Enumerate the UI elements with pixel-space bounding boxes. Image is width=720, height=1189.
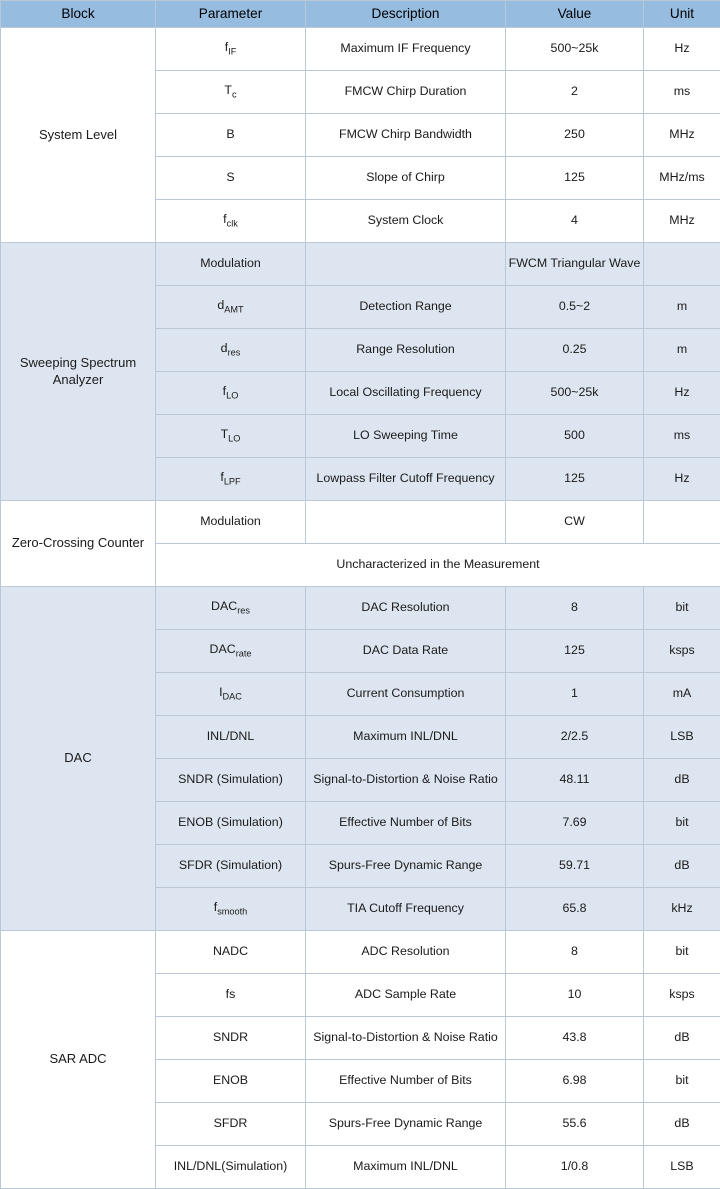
parameter-cell: INL/DNL(Simulation) bbox=[156, 1146, 306, 1189]
table-header bbox=[1, 1, 720, 28]
block-name-cell: SAR ADC bbox=[1, 931, 156, 1189]
parameter-cell: $f_{LO}$ bbox=[156, 372, 306, 415]
description-cell: DAC Resolution bbox=[306, 587, 506, 630]
parameter-subscript: res bbox=[237, 606, 250, 616]
block-name-cell: Sweeping Spectrum Analyzer bbox=[1, 243, 156, 501]
value-cell: 2/2.5 bbox=[506, 716, 644, 759]
description-cell: Maximum INL/DNL bbox=[306, 716, 506, 759]
parameter-subscript: LO bbox=[228, 434, 240, 444]
description-cell: Signal-to-Distortion & Noise Ratio bbox=[306, 1017, 506, 1060]
unit-cell: Hz bbox=[644, 372, 720, 415]
parameter-subscript: LO bbox=[226, 391, 238, 401]
parameter-cell: $f_{clk}$ bbox=[156, 200, 306, 243]
description-cell: Spurs-Free Dynamic Range bbox=[306, 845, 506, 888]
parameter-cell: $T_c$ bbox=[156, 71, 306, 114]
description-cell: System Clock bbox=[306, 200, 506, 243]
parameter-cell: fs bbox=[156, 974, 306, 1017]
parameter-cell: $DAC_{res}$ bbox=[156, 587, 306, 630]
unit-cell: mA bbox=[644, 673, 720, 716]
description-cell: Current Consumption bbox=[306, 673, 506, 716]
value-cell: 8 bbox=[506, 587, 644, 630]
unit-cell: dB bbox=[644, 759, 720, 802]
description-cell: Effective Number of Bits bbox=[306, 1060, 506, 1103]
unit-cell: ms bbox=[644, 71, 720, 114]
description-cell: FMCW Chirp Bandwidth bbox=[306, 114, 506, 157]
description-cell: Detection Range bbox=[306, 286, 506, 329]
table-row bbox=[1, 501, 720, 544]
description-cell: FMCW Chirp Duration bbox=[306, 71, 506, 114]
unit-cell: LSB bbox=[644, 1146, 720, 1189]
parameter-cell: INL/DNL bbox=[156, 716, 306, 759]
parameter-cell: ENOB bbox=[156, 1060, 306, 1103]
value-cell: 0.5~2 bbox=[506, 286, 644, 329]
description-cell: Maximum IF Frequency bbox=[306, 28, 506, 71]
block-name-cell: DAC bbox=[1, 587, 156, 931]
parameter-cell: SNDR bbox=[156, 1017, 306, 1060]
parameter-subscript: smooth bbox=[217, 907, 247, 917]
unit-cell: dB bbox=[644, 1103, 720, 1146]
block-name-cell: System Level bbox=[1, 28, 156, 243]
value-cell: 500~25k bbox=[506, 372, 644, 415]
value-cell: 0.25 bbox=[506, 329, 644, 372]
parameter-subscript: res bbox=[228, 348, 241, 358]
unit-cell: MHz bbox=[644, 200, 720, 243]
parameter-cell: SFDR (Simulation) bbox=[156, 845, 306, 888]
unit-cell bbox=[644, 501, 720, 544]
column-header-description: Description bbox=[306, 1, 506, 28]
unit-cell: dB bbox=[644, 1017, 720, 1060]
unit-cell: ms bbox=[644, 415, 720, 458]
parameter-cell: $f_{smooth}$ bbox=[156, 888, 306, 931]
unit-cell bbox=[644, 243, 720, 286]
description-cell: Slope of Chirp bbox=[306, 157, 506, 200]
parameter-cell: $T_{LO}$ bbox=[156, 415, 306, 458]
unit-cell: m bbox=[644, 329, 720, 372]
parameter-subscript: DAC bbox=[223, 692, 242, 702]
parameter-cell: SFDR bbox=[156, 1103, 306, 1146]
description-cell bbox=[306, 243, 506, 286]
description-cell bbox=[306, 501, 506, 544]
parameter-cell: $I_{DAC}$ bbox=[156, 673, 306, 716]
parameter-cell: $DAC_{rate}$ bbox=[156, 630, 306, 673]
uncharacterized-note: Uncharacterized in the Measurement bbox=[156, 544, 720, 587]
parameter-subscript: rate bbox=[236, 649, 252, 659]
parameter-cell: $d_{res}$ bbox=[156, 329, 306, 372]
description-cell: Maximum INL/DNL bbox=[306, 1146, 506, 1189]
unit-cell: m bbox=[644, 286, 720, 329]
description-cell: Local Oscillating Frequency bbox=[306, 372, 506, 415]
description-cell: Spurs-Free Dynamic Range bbox=[306, 1103, 506, 1146]
parameter-subscript: clk bbox=[227, 219, 238, 229]
unit-cell: ksps bbox=[644, 630, 720, 673]
unit-cell: LSB bbox=[644, 716, 720, 759]
parameter-cell: $f_{LPF}$ bbox=[156, 458, 306, 501]
parameter-subscript: IF bbox=[228, 47, 236, 57]
table-row bbox=[1, 931, 720, 974]
column-header-block: Block bbox=[1, 1, 156, 28]
value-cell: 55.6 bbox=[506, 1103, 644, 1146]
value-cell: 125 bbox=[506, 630, 644, 673]
value-cell: 65.8 bbox=[506, 888, 644, 931]
unit-cell: bit bbox=[644, 802, 720, 845]
description-cell: DAC Data Rate bbox=[306, 630, 506, 673]
unit-cell: Hz bbox=[644, 28, 720, 71]
value-cell: CW bbox=[506, 501, 644, 544]
table-body bbox=[1, 28, 720, 1189]
unit-cell: bit bbox=[644, 931, 720, 974]
description-cell: ADC Sample Rate bbox=[306, 974, 506, 1017]
value-cell: 4 bbox=[506, 200, 644, 243]
parameter-cell: NADC bbox=[156, 931, 306, 974]
parameter-cell: $f_{IF}$ bbox=[156, 28, 306, 71]
description-cell: LO Sweeping Time bbox=[306, 415, 506, 458]
value-cell: 1 bbox=[506, 673, 644, 716]
parameter-subscript: AMT bbox=[224, 305, 243, 315]
parameter-cell: Modulation bbox=[156, 501, 306, 544]
value-cell: 6.98 bbox=[506, 1060, 644, 1103]
parameter-cell: $d_{AMT}$ bbox=[156, 286, 306, 329]
column-header-value: Value bbox=[506, 1, 644, 28]
description-cell: ADC Resolution bbox=[306, 931, 506, 974]
description-cell: Lowpass Filter Cutoff Frequency bbox=[306, 458, 506, 501]
value-cell: 250 bbox=[506, 114, 644, 157]
description-cell: Signal-to-Distortion & Noise Ratio bbox=[306, 759, 506, 802]
column-header-parameter: Parameter bbox=[156, 1, 306, 28]
value-cell: 8 bbox=[506, 931, 644, 974]
value-cell: 10 bbox=[506, 974, 644, 1017]
value-cell: 125 bbox=[506, 157, 644, 200]
parameter-cell: SNDR (Simulation) bbox=[156, 759, 306, 802]
table-row bbox=[1, 243, 720, 286]
unit-cell: dB bbox=[644, 845, 720, 888]
unit-cell: bit bbox=[644, 587, 720, 630]
parameter-cell: Modulation bbox=[156, 243, 306, 286]
unit-cell: Hz bbox=[644, 458, 720, 501]
parameter-subscript: LPF bbox=[224, 477, 241, 487]
column-header-unit: Unit bbox=[644, 1, 720, 28]
description-cell: Effective Number of Bits bbox=[306, 802, 506, 845]
parameter-cell: S bbox=[156, 157, 306, 200]
parameter-cell: B bbox=[156, 114, 306, 157]
value-cell: 43.8 bbox=[506, 1017, 644, 1060]
unit-cell: MHz bbox=[644, 114, 720, 157]
parameter-cell: ENOB (Simulation) bbox=[156, 802, 306, 845]
value-cell: FWCM Triangular Wave bbox=[506, 243, 644, 286]
value-cell: 500 bbox=[506, 415, 644, 458]
value-cell: 125 bbox=[506, 458, 644, 501]
value-cell: 48.11 bbox=[506, 759, 644, 802]
table-row bbox=[1, 28, 720, 71]
block-name-cell: Zero-Crossing Counter bbox=[1, 501, 156, 587]
value-cell: 7.69 bbox=[506, 802, 644, 845]
table-row bbox=[1, 587, 720, 630]
value-cell: 1/0.8 bbox=[506, 1146, 644, 1189]
unit-cell: kHz bbox=[644, 888, 720, 931]
parameter-subscript: c bbox=[232, 90, 237, 100]
description-cell: Range Resolution bbox=[306, 329, 506, 372]
header-row bbox=[1, 1, 720, 28]
unit-cell: bit bbox=[644, 1060, 720, 1103]
value-cell: 2 bbox=[506, 71, 644, 114]
value-cell: 500~25k bbox=[506, 28, 644, 71]
unit-cell: ksps bbox=[644, 974, 720, 1017]
description-cell: TIA Cutoff Frequency bbox=[306, 888, 506, 931]
value-cell: 59.71 bbox=[506, 845, 644, 888]
unit-cell: MHz/ms bbox=[644, 157, 720, 200]
